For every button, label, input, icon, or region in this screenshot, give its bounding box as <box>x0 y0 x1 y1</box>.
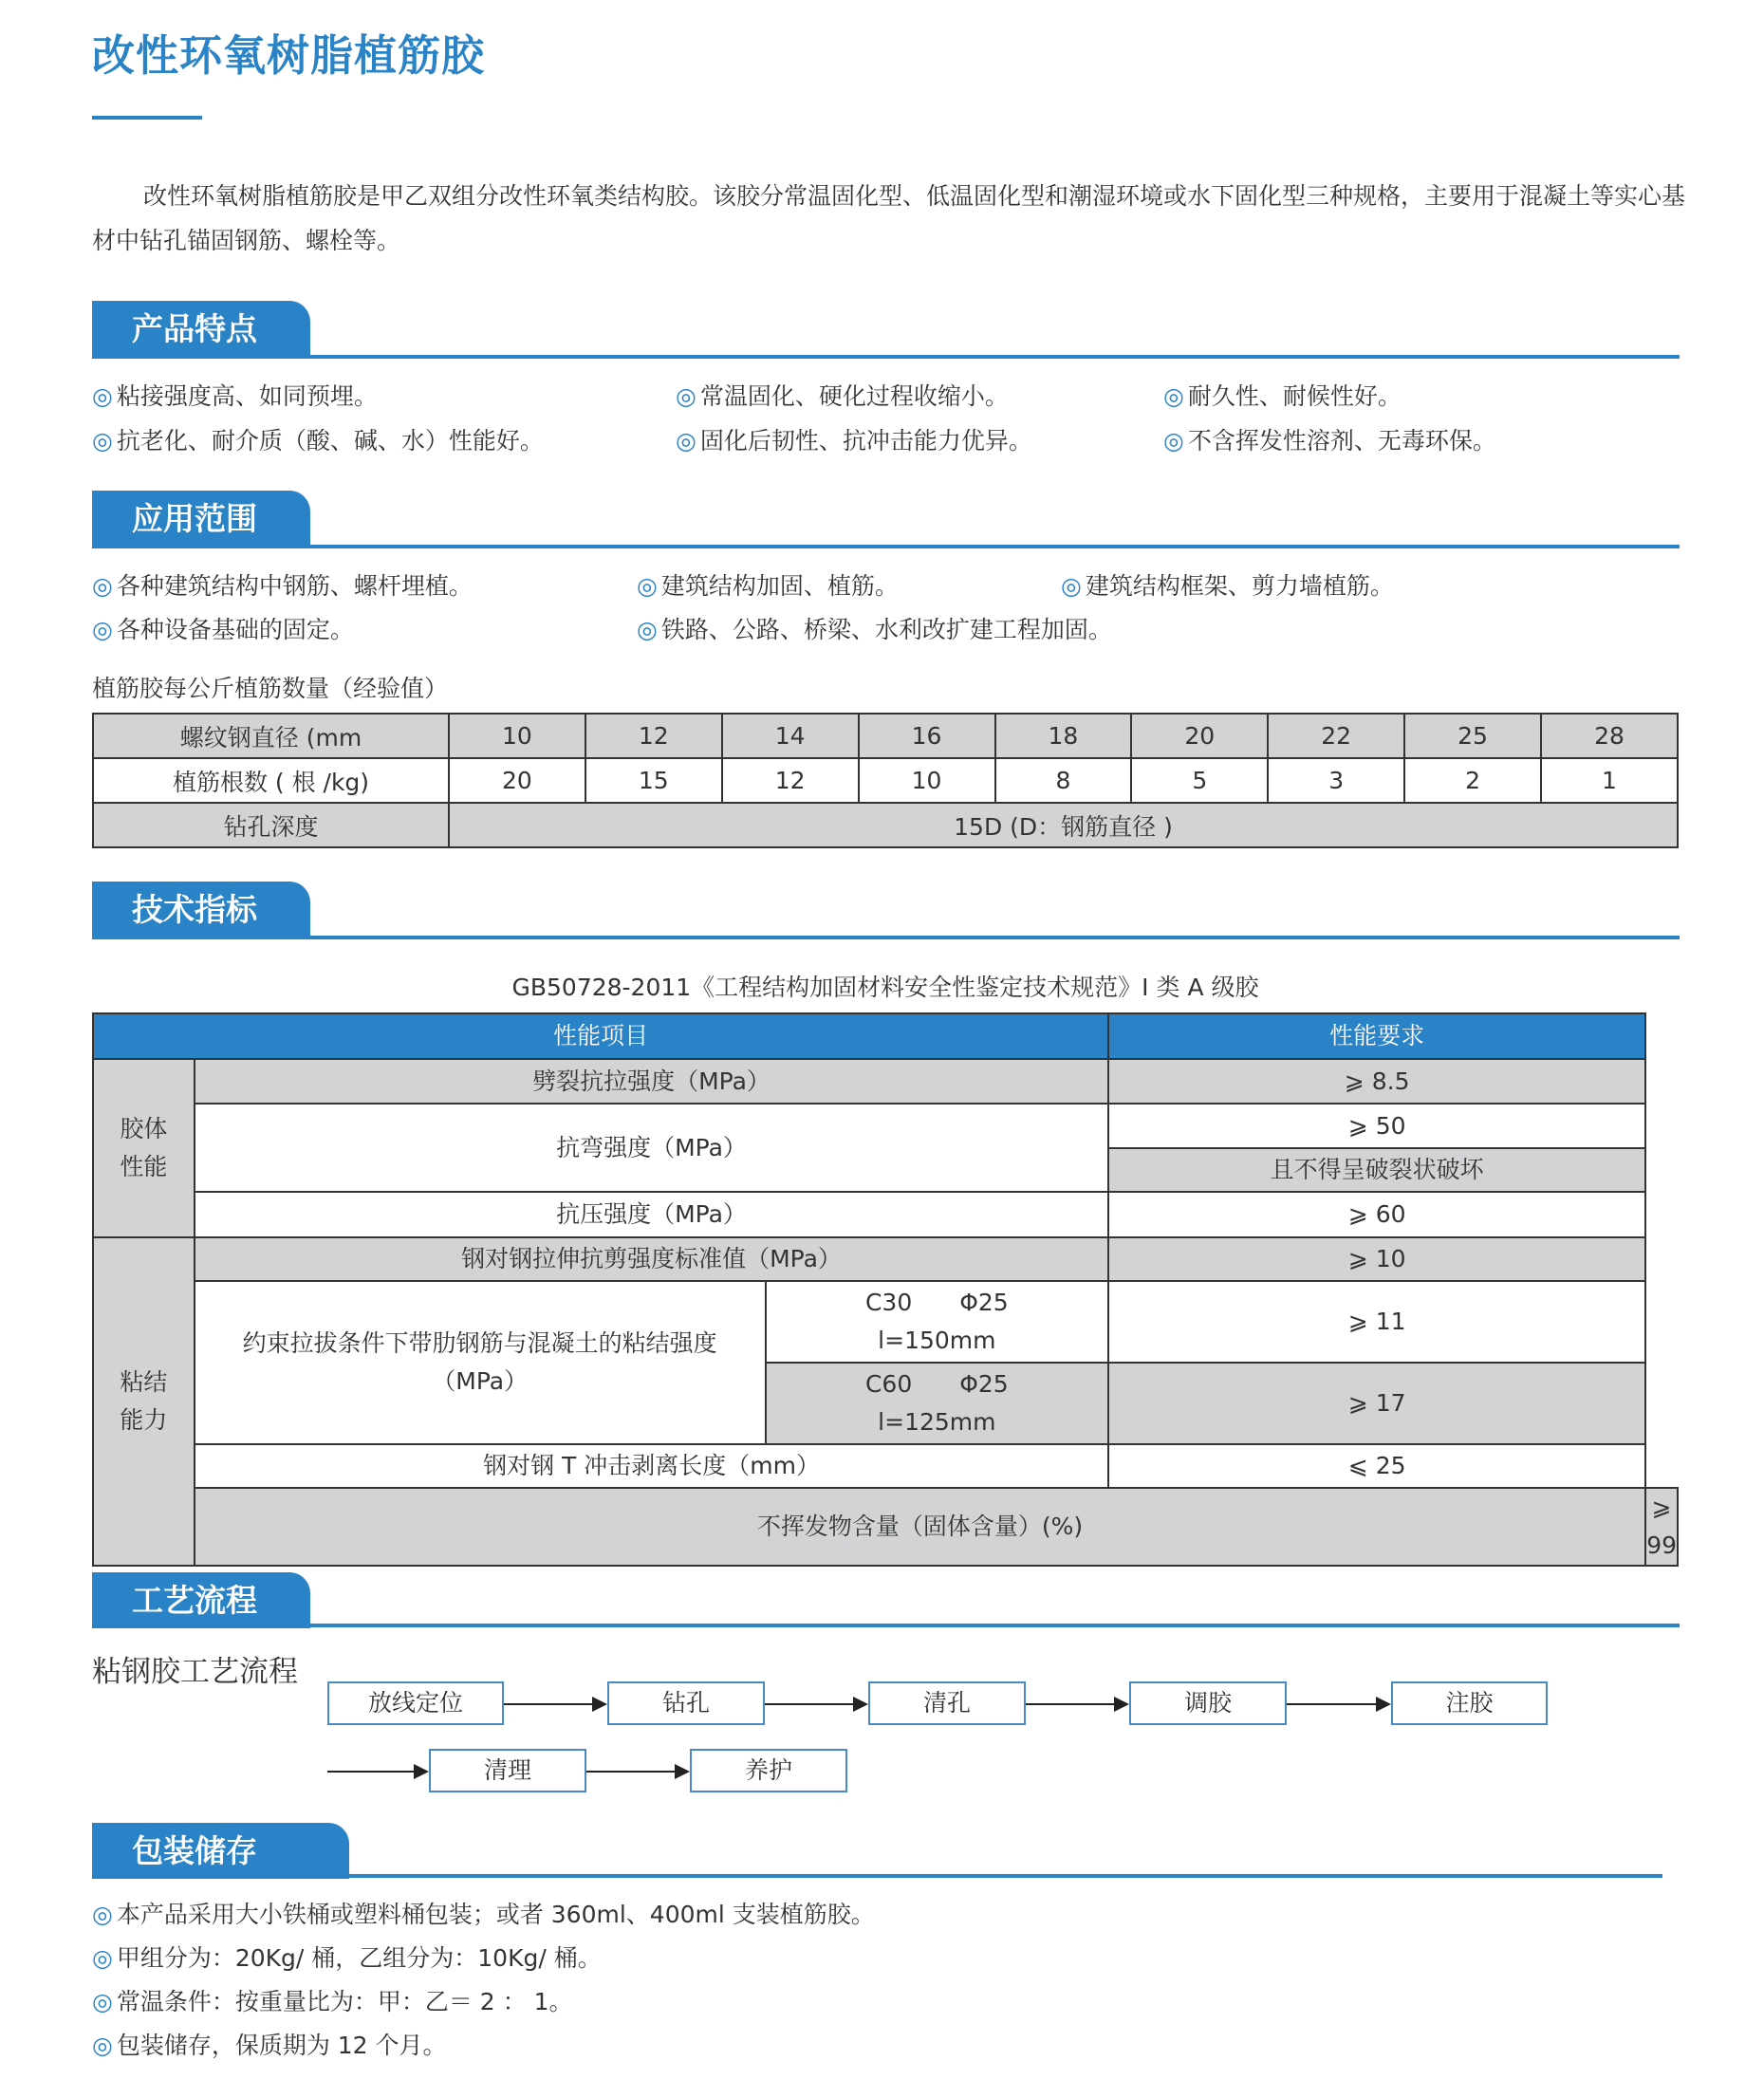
section-header-process: 工艺流程 <box>92 1572 310 1628</box>
item-cell: 抗弯强度（MPa） <box>195 1104 1108 1192</box>
count-cell: 15 <box>585 758 722 803</box>
diameter-cell: 22 <box>1268 714 1404 758</box>
standard-reference: GB50728-2011《工程结构加固材料安全性鉴定技术规范》I 类 A 级胶 <box>511 974 1259 1001</box>
group-label: 粘结 能力 <box>93 1237 195 1566</box>
count-cell: 3 <box>1268 758 1404 803</box>
list-item-text: 抗老化、耐介质（酸、碱、水）性能好。 <box>116 427 544 455</box>
bullet-icon: ◎ <box>92 427 113 455</box>
section-header-features: 产品特点 <box>92 301 310 357</box>
count-cell: 5 <box>1131 758 1268 803</box>
arrow-right-icon <box>1287 1703 1389 1705</box>
list-item <box>637 567 899 602</box>
list-item-text: 各种设备基础的固定。 <box>116 616 354 643</box>
arrow-right-icon <box>327 1771 427 1773</box>
list-item-text: 常温固化、硬化过程收缩小。 <box>699 382 1009 410</box>
bullet-icon: ◎ <box>92 1901 113 1928</box>
drill-depth: 15D (D：钢筋直径 ) <box>449 803 1678 847</box>
intro-paragraph: 改性环氧树脂植筋胶是甲乙双组分改性环氧类结构胶。该胶分常温固化型、低温固化型和潮湿环境或水下固化型三种规格，主要用于混凝土等实心基材中钻孔锚固钢筋、螺栓等。 <box>92 182 1686 254</box>
list-item <box>92 378 378 412</box>
count-cell: 2 <box>1404 758 1541 803</box>
bullet-icon: ◎ <box>1163 382 1184 410</box>
arrow-right-icon <box>1026 1703 1127 1705</box>
arrow-right-icon <box>586 1771 688 1773</box>
row-label: 钻孔深度 <box>93 803 449 847</box>
process-step: 放线定位 <box>327 1681 504 1725</box>
value-cell: ⩾ 50 <box>1108 1104 1645 1148</box>
list-item <box>92 422 544 456</box>
value-cell: ⩾ 17 <box>1108 1363 1645 1444</box>
item-cell: 钢对钢拉伸抗剪强度标准值（MPa） <box>195 1237 1108 1281</box>
item-cell: 钢对钢 T 冲击剥离长度（mm） <box>195 1444 1108 1488</box>
list-item-text: 包装储存，保质期为 12 个月。 <box>116 2032 447 2059</box>
list-item-text: 常温条件：按重量比为：甲：乙＝ 2 ： 1。 <box>116 1988 573 2015</box>
bullet-icon: ◎ <box>92 1944 113 1972</box>
section-divider <box>92 355 1680 359</box>
item-cell: 不挥发物含量（固体含量）(%) <box>195 1488 1645 1566</box>
section-header-packaging: 包装储存 <box>92 1823 349 1879</box>
section-divider <box>92 936 1680 939</box>
item-cell: 抗压强度（MPa） <box>195 1192 1108 1237</box>
section-divider <box>92 1624 1680 1627</box>
list-item-text: 各种建筑结构中钢筋、螺杆埋植。 <box>116 572 473 600</box>
list-item-text: 铁路、公路、桥梁、水利改扩建工程加固。 <box>660 616 1112 643</box>
section-divider <box>92 545 1680 548</box>
value-cell: ⩾ 99 <box>1645 1488 1678 1566</box>
list-item <box>1163 378 1402 412</box>
count-cell: 20 <box>449 758 585 803</box>
bullet-icon: ◎ <box>92 616 113 643</box>
list-item <box>1061 567 1394 602</box>
diameter-cell: 10 <box>449 714 585 758</box>
diameter-cell: 25 <box>1404 714 1541 758</box>
item-cell: 劈裂抗拉强度（MPa） <box>195 1059 1108 1104</box>
list-item <box>92 2027 447 2061</box>
value-cell: ⩾ 11 <box>1108 1281 1645 1363</box>
process-step: 清理 <box>429 1749 586 1792</box>
title-underline <box>92 116 202 120</box>
bullet-icon: ◎ <box>637 616 658 643</box>
process-step: 钻孔 <box>607 1681 765 1725</box>
bullet-icon: ◎ <box>676 382 696 410</box>
list-item <box>92 1896 875 1930</box>
process-step: 清孔 <box>868 1681 1026 1725</box>
section-header-tech: 技术指标 <box>92 882 310 938</box>
arrow-right-icon <box>765 1703 866 1705</box>
count-cell: 8 <box>995 758 1132 803</box>
tech-spec-table <box>92 1012 1679 1567</box>
list-item <box>676 378 1009 412</box>
bullet-icon: ◎ <box>92 1988 113 2015</box>
process-step: 注胶 <box>1391 1681 1548 1725</box>
list-item <box>92 1983 572 2017</box>
value-cell: ⩾ 60 <box>1108 1192 1645 1237</box>
diameter-cell: 12 <box>585 714 722 758</box>
list-item-text: 甲组分为：20Kg/ 桶，乙组分为：10Kg/ 桶。 <box>116 1944 602 1972</box>
item-cell: 约束拉拔条件下带肋钢筋与混凝土的粘结强度 （MPa） <box>195 1281 766 1444</box>
count-cell: 1 <box>1541 758 1678 803</box>
process-step: 养护 <box>690 1749 847 1792</box>
bullet-icon: ◎ <box>92 572 113 600</box>
condition-cell: C60 Φ25 l=125mm <box>766 1363 1109 1444</box>
value-cell: 且不得呈破裂状破坏 <box>1108 1148 1645 1192</box>
list-item-text: 固化后韧性、抗冲击能力优异。 <box>699 427 1032 455</box>
count-cell: 12 <box>722 758 859 803</box>
header-item: 性能项目 <box>93 1013 1108 1059</box>
row-label: 植筋根数 ( 根 /kg) <box>93 758 449 803</box>
list-item <box>676 422 1032 456</box>
list-item-text: 耐久性、耐候性好。 <box>1187 382 1402 410</box>
list-item-text: 不含挥发性溶剂、无毒环保。 <box>1187 427 1496 455</box>
page-title: 改性环氧树脂植筋胶 <box>92 30 486 81</box>
rebar-table-caption: 植筋胶每公斤植筋数量（经验值） <box>92 675 449 702</box>
diameter-cell: 28 <box>1541 714 1678 758</box>
process-subtitle: 粘钢胶工艺流程 <box>92 1655 298 1689</box>
header-requirement: 性能要求 <box>1108 1013 1645 1059</box>
list-item <box>92 611 354 645</box>
arrow-right-icon <box>504 1703 605 1705</box>
value-cell: ⩽ 25 <box>1108 1444 1645 1488</box>
rebar-table <box>92 713 1679 848</box>
bullet-icon: ◎ <box>92 382 113 410</box>
bullet-icon: ◎ <box>92 2032 113 2059</box>
list-item-text: 建筑结构框架、剪力墙植筋。 <box>1085 572 1394 600</box>
value-cell: ⩾ 10 <box>1108 1237 1645 1281</box>
group-label: 胶体 性能 <box>93 1059 195 1237</box>
process-step: 调胶 <box>1129 1681 1287 1725</box>
value-cell: ⩾ 8.5 <box>1108 1059 1645 1104</box>
diameter-cell: 20 <box>1131 714 1268 758</box>
row-label: 螺纹钢直径 (mm <box>93 714 449 758</box>
bullet-icon: ◎ <box>637 572 658 600</box>
condition-cell: C30 Φ25 l=150mm <box>766 1281 1109 1363</box>
list-item-text: 本产品采用大小铁桶或塑料桶包装；或者 360ml、400ml 支装植筋胶。 <box>116 1901 875 1928</box>
section-header-applications: 应用范围 <box>92 491 310 547</box>
list-item <box>1163 422 1496 456</box>
bullet-icon: ◎ <box>1061 572 1082 600</box>
list-item-text: 粘接强度高、如同预埋。 <box>116 382 378 410</box>
count-cell: 10 <box>859 758 995 803</box>
bullet-icon: ◎ <box>1163 427 1184 455</box>
diameter-cell: 14 <box>722 714 859 758</box>
list-item-text: 建筑结构加固、植筋。 <box>660 572 899 600</box>
list-item <box>92 567 473 602</box>
list-item <box>92 1940 602 1974</box>
bullet-icon: ◎ <box>676 427 696 455</box>
list-item <box>637 611 1112 645</box>
diameter-cell: 16 <box>859 714 995 758</box>
diameter-cell: 18 <box>995 714 1132 758</box>
section-divider <box>92 1874 1662 1878</box>
